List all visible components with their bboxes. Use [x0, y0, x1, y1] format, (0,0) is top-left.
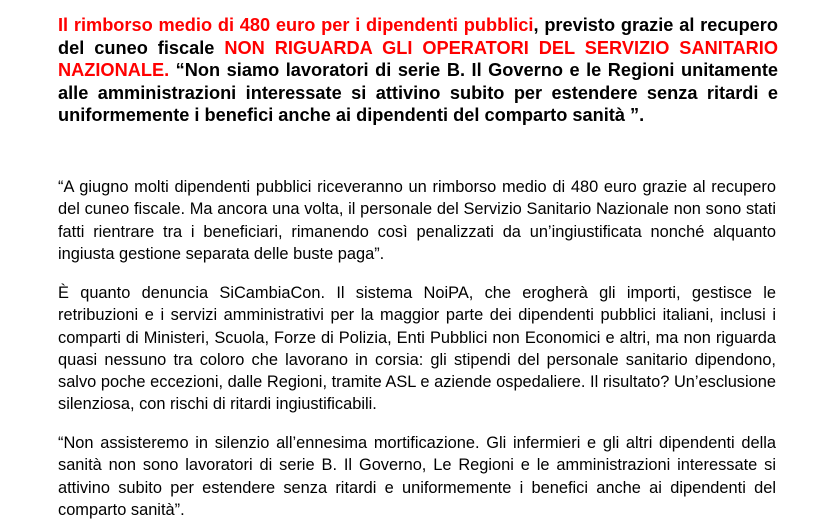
- lead-text-quote: “Non siamo lavoratori di serie B. Il Governo e le Regioni unitamente alle amministrazioni interessate si attivino subito per estendere senza ritardi e uniformemente i benefici anche ai dipendenti del comparto sanità ”.: [58, 60, 778, 125]
- body-paragraph-noipa: È quanto denuncia SiCambiaCon. Il sistema NoiPA, che erogherà gli importi, gestisce le retribuzioni e i servizi amministrativi per la maggior parte dei dipendenti pubblici italiani, inclusi i comparti di Ministeri, Scuola, Forze di Polizia, Enti Pubblici non Economici e altri, ma non riguarda quasi nessuno tra coloro che lavorano in corsia: gli stipendi del personale sanitario dipendono, salvo poche eccezioni, dalle Regioni, tramite ASL e aziende ospedaliere. Il risultato? Un’esclusione silenziosa, con rischi di ritardi ingiustificabili.: [58, 284, 776, 414]
- lead-highlight-ssn: NON RIGUARDA GLI OPERATORI DEL SERVIZIO SANITARIO NAZIONALE.: [58, 37, 778, 80]
- lead-paragraph: [58, 14, 778, 127]
- body-paragraph-quote: “A giugno molti dipendenti pubblici riceveranno un rimborso medio di 480 euro grazie al recupero del cuneo fiscale. Ma ancora una volta, il personale del Servizio Sanitario Nazionale non sono stati fatti rientrare tra i beneficiari, rimanendo così penalizzati da un’ingiustificata nonché alquanto ingiusta gestione separata delle buste paga”.: [58, 178, 776, 263]
- lead-highlight-refund: Il rimborso medio di 480 euro per i dipendenti pubblici: [58, 15, 534, 35]
- body-paragraph-closing: “Non assisteremo in silenzio all’ennesima mortificazione. Gli infermieri e gli altri dipendenti della sanità non sono lavoratori di serie B. Il Governo, Le Regioni e le amministrazioni interessate si attivino subito per estendere senza ritardi e uniformemente i benefici anche ai dipendenti del comparto sanità”.: [58, 434, 776, 519]
- lead-text-intro: , previsto grazie al recupero del cuneo fiscale: [58, 15, 778, 58]
